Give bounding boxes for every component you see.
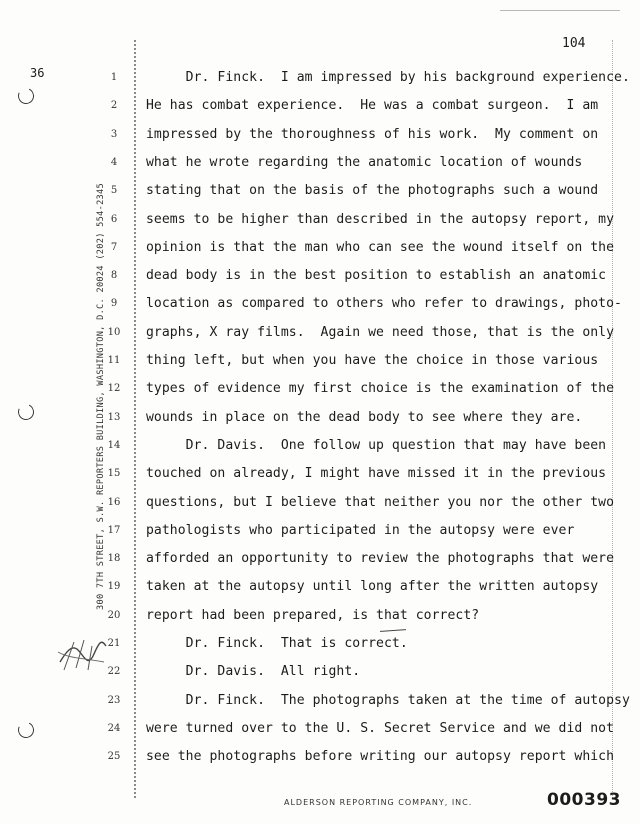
transcript-line: types of evidence my first choice is the examination of the bbox=[146, 381, 615, 397]
line-number: 17 bbox=[107, 524, 121, 536]
line-number: 9 bbox=[110, 298, 118, 310]
line-number: 23 bbox=[107, 694, 121, 706]
handwritten-mark-icon bbox=[54, 632, 110, 676]
line-number: 3 bbox=[110, 128, 118, 140]
line-number: 13 bbox=[107, 411, 121, 423]
transcript-line: graphs, X ray films. Again we need those, that is the only bbox=[146, 324, 615, 340]
transcript-line: Dr. Finck. The photographs taken at the time of autopsy bbox=[146, 692, 630, 708]
line-number: 8 bbox=[110, 270, 118, 282]
transcript-line: were turned over to the U. S. Secret Service and we did not bbox=[146, 720, 615, 736]
transcript-line: thing left, but when you have the choice in those various bbox=[146, 353, 599, 368]
punch-hole-icon bbox=[16, 402, 37, 423]
line-number: 16 bbox=[107, 496, 121, 508]
line-number: 5 bbox=[110, 185, 118, 197]
top-rule bbox=[500, 10, 620, 11]
transcript-line: Dr. Finck. That is correct. bbox=[146, 636, 408, 651]
line-number: 12 bbox=[107, 383, 121, 395]
transcript-line: Dr. Davis. All right. bbox=[146, 664, 361, 680]
line-number: 4 bbox=[110, 156, 118, 168]
transcript-line: Dr. Finck. I am impressed by his background experience. bbox=[146, 70, 630, 85]
line-number: 15 bbox=[107, 468, 121, 480]
transcript-line: what he wrote regarding the anatomic location of wounds bbox=[146, 154, 583, 170]
line-number: 1 bbox=[110, 72, 118, 83]
transcript-line: questions, but I believe that neither you nor the other two bbox=[146, 494, 615, 510]
line-number: 24 bbox=[107, 722, 121, 734]
line-number: 6 bbox=[110, 213, 118, 225]
transcript-line: taken at the autopsy until long after the written autopsy bbox=[146, 579, 599, 595]
line-number: 25 bbox=[107, 751, 121, 763]
left-margin-rule bbox=[134, 40, 136, 798]
transcript-line: stating that on the basis of the photographs such a wound bbox=[146, 183, 599, 199]
transcript-line: opinion is that the man who can see the wound itself on the bbox=[146, 239, 615, 255]
transcript-line: see the photographs before writing our autopsy report which bbox=[146, 749, 615, 765]
line-number: 18 bbox=[107, 553, 121, 565]
transcript-line: He has combat experience. He was a combat surgeon. I am bbox=[146, 98, 599, 114]
transcript-line: afforded an opportunity to review the photographs that were bbox=[146, 551, 615, 567]
line-number: 2 bbox=[110, 100, 118, 112]
transcript-line: pathologists who participated in the autopsy were ever bbox=[146, 522, 575, 538]
line-number: 21 bbox=[107, 638, 121, 649]
line-number: 14 bbox=[107, 439, 121, 451]
transcript-line: location as compared to others who refer to drawings, photo- bbox=[146, 296, 622, 312]
line-number: 22 bbox=[107, 666, 121, 678]
transcript-line: impressed by the thoroughness of his work. My comment on bbox=[146, 126, 599, 142]
bates-number: 000393 bbox=[547, 790, 621, 810]
transcript-line: seems to be higher than described in the autopsy report, my bbox=[146, 211, 615, 227]
footer-company: ALDERSON REPORTING COMPANY, INC. bbox=[284, 798, 473, 807]
transcript-line: Dr. Davis. One follow up question that may have been bbox=[146, 437, 607, 453]
pen-mark bbox=[380, 629, 406, 632]
transcript-line: report had been prepared, is that correct? bbox=[146, 607, 480, 623]
line-number: 7 bbox=[110, 241, 118, 253]
page-number: 104 bbox=[562, 36, 586, 51]
line-number: 11 bbox=[107, 355, 121, 366]
punch-hole-icon bbox=[16, 86, 37, 107]
corner-number: 36 bbox=[30, 66, 45, 80]
line-number: 20 bbox=[107, 609, 121, 621]
punch-hole-icon bbox=[16, 720, 37, 741]
side-margin-text: 300 7TH STREET, S.W. REPORTERS BUILDING, WASHINGTON, D.C. 20024 (202) 554-2345 bbox=[96, 183, 106, 610]
right-margin-rule bbox=[612, 40, 613, 798]
line-number: 19 bbox=[107, 581, 121, 593]
transcript-line: dead body is in the best position to establish an anatomic bbox=[146, 268, 607, 284]
line-number: 10 bbox=[107, 326, 121, 338]
transcript-line: touched on already, I might have missed it in the previous bbox=[146, 466, 607, 482]
transcript-line: wounds in place on the dead body to see where they are. bbox=[146, 409, 583, 425]
